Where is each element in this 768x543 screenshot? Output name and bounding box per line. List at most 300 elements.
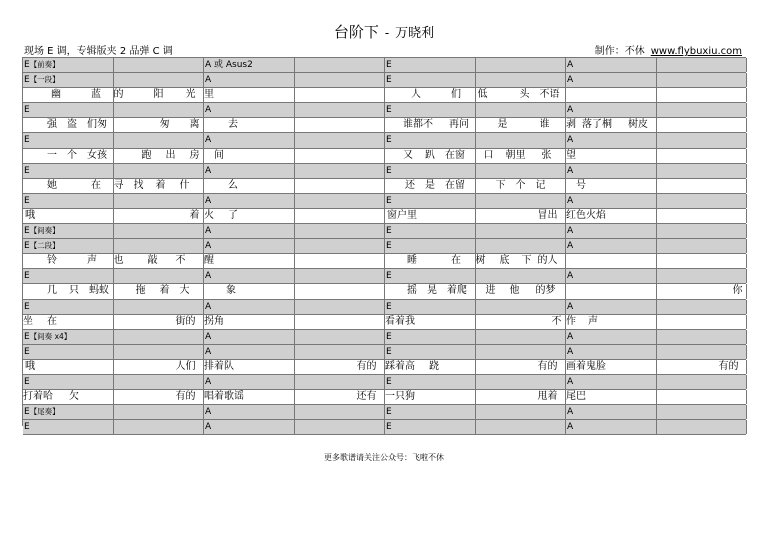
lyric-cell (476, 209, 567, 223)
lyric-text: 号 (576, 179, 586, 191)
chord-symbol: A (567, 241, 574, 252)
chord-row (23, 133, 746, 148)
chord-cell (385, 224, 476, 238)
lyric-cell (385, 315, 476, 329)
lyric-cell (295, 209, 386, 223)
lyric-cell (385, 179, 476, 193)
chord-cell (657, 269, 748, 283)
lyric-cell (476, 254, 567, 268)
chord-symbol: E (24, 271, 30, 282)
chord-cell (23, 103, 114, 117)
lyric-cell (657, 209, 748, 223)
lyric-cell (295, 88, 386, 102)
lyric-text: 冒出 (537, 209, 558, 221)
chord-cell (657, 239, 748, 253)
chord-cell (566, 73, 657, 87)
lyric-text: 是 (425, 179, 435, 191)
lyric-cell (657, 315, 748, 329)
lyric-text: 坐 (23, 315, 33, 327)
chord-cell (476, 133, 567, 147)
lyric-cell (657, 390, 748, 404)
chord-symbol: E (386, 165, 392, 176)
lyric-text: 剥 (566, 119, 576, 131)
chord-cell (23, 239, 114, 253)
chord-symbol: E (386, 331, 392, 342)
chord-cell (476, 405, 567, 419)
chord-cell (657, 73, 748, 87)
lyric-cell (566, 254, 657, 268)
chord-cell (204, 133, 295, 147)
lyric-text: 有的 (718, 360, 739, 372)
lyric-cell (566, 315, 657, 329)
lyric-text: 铃 (47, 255, 57, 267)
lyric-cell (295, 360, 386, 374)
lyric-text: 低 (477, 89, 488, 101)
lyric-text: 又 (403, 149, 413, 161)
lyric-text: 画着鬼脸 (566, 360, 606, 372)
chord-cell (566, 103, 657, 117)
website-link[interactable]: www.flybuxiu.com (650, 46, 742, 57)
chord-cell (295, 330, 386, 344)
lyric-text: 幽 (51, 89, 61, 101)
chord-cell (476, 300, 567, 314)
chord-cell (204, 420, 295, 434)
chord-cell (476, 420, 567, 434)
lyric-cell (385, 254, 476, 268)
chord-cell (657, 164, 748, 178)
chord-cell (385, 164, 476, 178)
chord-cell (114, 194, 205, 208)
lyric-cell (657, 118, 748, 132)
chord-cell (476, 58, 567, 72)
chord-cell (204, 269, 295, 283)
chord-cell (385, 375, 476, 389)
chord-row (23, 405, 746, 420)
chord-cell (295, 269, 386, 283)
lyric-text: 尾巴 (566, 391, 586, 403)
lyric-cell (476, 315, 567, 329)
lyric-cell (114, 390, 205, 404)
lyric-text: 声 (588, 315, 598, 327)
chord-cell (566, 133, 657, 147)
chord-cell (23, 405, 114, 419)
chord-symbol: E (386, 422, 392, 433)
lyric-text: 着 (189, 209, 200, 221)
chord-symbol: E (24, 60, 30, 70)
chord-row (23, 58, 746, 73)
chord-cell (23, 73, 114, 87)
lyric-text: 在 (91, 179, 101, 191)
lyric-cell (114, 254, 205, 268)
lyric-cell (657, 88, 748, 102)
lyric-cell (114, 179, 205, 193)
chord-symbol: A (567, 75, 574, 86)
chord-symbol: E (24, 422, 30, 433)
chord-cell (23, 133, 114, 147)
lyric-cell (476, 360, 567, 374)
lyric-cell (23, 360, 114, 374)
chord-cell (566, 300, 657, 314)
lyric-text: 间 (214, 149, 224, 161)
lyric-cell (23, 118, 114, 132)
chord-cell (657, 300, 748, 314)
chord-cell (566, 345, 657, 359)
chord-symbol: A (205, 346, 212, 357)
lyric-row (23, 149, 746, 164)
chord-symbol: A (205, 195, 212, 206)
chord-cell (385, 103, 476, 117)
chord-cell (23, 300, 114, 314)
lyric-cell (295, 284, 386, 298)
chord-cell (385, 73, 476, 87)
chord-row (23, 375, 746, 390)
chord-symbol: A (205, 407, 212, 418)
lyric-text: 女孩 (87, 149, 107, 161)
lyric-cell (476, 179, 567, 193)
chord-cell (657, 58, 748, 72)
chord-cell (114, 345, 205, 359)
lyric-cell (295, 254, 386, 268)
credit-text: 制作：不休 (594, 46, 645, 57)
lyric-text: 不 (175, 255, 186, 267)
chord-symbol: A (567, 60, 574, 70)
lyric-text: 树 (475, 255, 486, 267)
lyric-cell (23, 209, 114, 223)
chord-cell (476, 239, 567, 253)
chord-cell (204, 375, 295, 389)
chord-cell (566, 269, 657, 283)
lyric-row (23, 360, 746, 375)
chord-symbol: A (567, 195, 574, 206)
lyric-text: 还 (405, 179, 415, 191)
lyric-cell (385, 88, 476, 102)
chord-symbol: A (205, 226, 212, 237)
chord-cell (295, 103, 386, 117)
lyric-text: 几 (47, 285, 57, 297)
lyric-text: 有的 (537, 360, 558, 372)
lyric-text: 匆 (159, 119, 170, 131)
lyric-text: 张 (541, 149, 552, 161)
chord-symbol: E (24, 195, 30, 206)
chord-symbol: A (567, 346, 574, 357)
chord-cell (114, 224, 205, 238)
lyric-text: 底 (499, 255, 510, 267)
chord-symbol: A (205, 376, 212, 387)
lyric-text: 什 (179, 179, 190, 191)
chord-cell (114, 239, 205, 253)
lyric-text: 个 (515, 179, 526, 191)
chord-cell (566, 58, 657, 72)
chord-symbol: A (567, 226, 574, 237)
chord-cell (476, 103, 567, 117)
lyric-cell (204, 179, 295, 193)
chord-symbol: A (205, 422, 212, 433)
chord-symbol: A (205, 105, 212, 116)
lyric-cell (204, 360, 295, 374)
lyric-cell (385, 390, 476, 404)
lyric-cell (566, 118, 657, 132)
chord-row (23, 194, 746, 209)
lyric-text: 强 (47, 119, 57, 131)
lyric-text: 有的 (356, 360, 377, 372)
lyric-row (23, 209, 746, 224)
chord-cell (566, 420, 657, 434)
chord-cell (23, 58, 114, 72)
chord-cell (385, 58, 476, 72)
chord-cell (204, 224, 295, 238)
chord-row (23, 224, 746, 239)
chord-cell (23, 375, 114, 389)
chord-cell (23, 269, 114, 283)
lyric-cell (476, 149, 567, 163)
lyric-cell (204, 254, 295, 268)
chord-cell (385, 345, 476, 359)
lyric-cell (114, 118, 205, 132)
chord-cell (295, 405, 386, 419)
lyric-text: 甩着 (537, 391, 558, 403)
chord-cell (657, 330, 748, 344)
chord-row (23, 103, 746, 118)
lyric-cell (566, 88, 657, 102)
lyric-text: 去 (228, 119, 238, 131)
lyric-text: 不 (551, 315, 562, 327)
lyric-cell (204, 209, 295, 223)
lyric-text: 欠 (69, 391, 79, 403)
chord-cell (566, 375, 657, 389)
lyric-text: 有的 (175, 391, 196, 403)
chord-symbol: E (386, 407, 392, 418)
chord-cell (204, 405, 295, 419)
lyric-cell (295, 390, 386, 404)
lyric-cell (295, 179, 386, 193)
chord-symbol: E (386, 271, 392, 282)
section-label: 【一段】 (29, 75, 60, 85)
chord-cell (114, 420, 205, 434)
lyric-cell (385, 360, 476, 374)
chord-symbol: E (386, 60, 392, 70)
lyric-cell (657, 284, 748, 298)
lyric-cell (385, 149, 476, 163)
lyric-row (23, 284, 746, 299)
chord-cell (204, 194, 295, 208)
chord-symbol: A (205, 165, 212, 176)
chord-cell (295, 420, 386, 434)
chord-symbol: E (24, 226, 30, 237)
lyric-text: 谁都不 (403, 119, 433, 131)
lyric-cell (204, 118, 295, 132)
lyric-text: 你 (732, 285, 743, 297)
lyric-row (23, 179, 746, 194)
chord-symbol: A (567, 407, 574, 418)
lyric-text: 跷 (429, 360, 439, 372)
chord-cell (23, 330, 114, 344)
lyric-text: 光 (185, 89, 196, 101)
lyric-text: 看着我 (385, 315, 415, 327)
chord-cell (385, 420, 476, 434)
lyric-text: 进 (485, 285, 496, 297)
lyric-cell (476, 118, 567, 132)
chord-cell (476, 345, 567, 359)
section-label: 【二段】 (29, 241, 60, 251)
lyric-cell (204, 88, 295, 102)
chord-symbol: A (205, 271, 212, 282)
lyric-cell (657, 149, 748, 163)
lyric-text: 在 (451, 255, 461, 267)
lyric-text: 一只狗 (385, 391, 415, 403)
chord-cell (295, 239, 386, 253)
lyric-text: 寻 (113, 179, 124, 191)
chord-cell (204, 345, 295, 359)
section-label: 【间奏】 (29, 226, 60, 236)
chord-symbol: E (386, 135, 392, 146)
lyric-text: 房 (189, 149, 200, 161)
chord-cell (114, 269, 205, 283)
chord-cell (476, 164, 567, 178)
chord-cell (566, 194, 657, 208)
chord-symbol: A (567, 301, 574, 312)
lyric-cell (204, 390, 295, 404)
lyric-text: 谁 (539, 119, 550, 131)
chord-symbol: E (386, 75, 392, 86)
chord-cell (295, 375, 386, 389)
chord-cell (114, 330, 205, 344)
lyric-cell (476, 284, 567, 298)
chord-symbol: A (567, 271, 574, 282)
lyric-cell (566, 284, 657, 298)
lyric-cell (476, 88, 567, 102)
chord-cell (476, 375, 567, 389)
chord-cell (204, 103, 295, 117)
chord-cell (476, 194, 567, 208)
chord-symbol: E (386, 226, 392, 237)
lyric-text: 在留 (445, 179, 465, 191)
lyric-cell (23, 88, 114, 102)
chord-cell (204, 58, 295, 72)
chord-symbol: E (24, 376, 30, 387)
chord-cell (23, 224, 114, 238)
lyric-cell (385, 118, 476, 132)
chord-symbol: A (205, 135, 212, 146)
lyric-text: 们匆 (87, 119, 107, 131)
chord-cell (204, 73, 295, 87)
chord-symbol: E (386, 241, 392, 252)
chord-symbol: A 或 Asus2 (205, 60, 253, 70)
chord-symbol: E (386, 195, 392, 206)
lyric-text: 找 (133, 179, 144, 191)
lyric-text: 只 (69, 285, 79, 297)
chord-cell (114, 375, 205, 389)
lyric-text: 朝里 (505, 149, 526, 161)
lyric-text: 们 (451, 89, 461, 101)
lyric-text: 头 (519, 89, 530, 101)
chord-row (23, 300, 746, 315)
lyric-text: 在窗 (445, 149, 465, 161)
chord-symbol: A (205, 331, 212, 342)
chord-cell (295, 73, 386, 87)
lyric-text: 她 (47, 179, 57, 191)
chord-row (23, 420, 746, 435)
lyric-row (23, 118, 746, 133)
title-separator: - (384, 26, 390, 40)
lyric-text: 在 (47, 315, 57, 327)
chord-cell (204, 164, 295, 178)
chord-row (23, 345, 746, 360)
chord-cell (23, 194, 114, 208)
lyric-text: 哦 (25, 209, 35, 221)
lyric-text: 着 (155, 179, 166, 191)
lyric-text: 象 (226, 285, 236, 297)
chord-symbol: A (567, 165, 574, 176)
chord-symbol: A (567, 135, 574, 146)
song-header (0, 21, 768, 42)
lyric-text: 窗户里 (387, 209, 417, 221)
lyric-text: 再问 (449, 119, 469, 131)
lyric-cell (566, 179, 657, 193)
lyric-text: 了 (228, 209, 238, 221)
lyric-cell (657, 179, 748, 193)
chord-cell (657, 133, 748, 147)
chord-symbol: A (567, 105, 574, 116)
chord-symbol: E (24, 331, 30, 342)
chord-cell (657, 420, 748, 434)
chord-cell (476, 224, 567, 238)
chord-row (23, 239, 746, 254)
lyric-text: 摇 (407, 285, 417, 297)
lyric-cell (23, 149, 114, 163)
lyric-text: 的梦 (535, 285, 556, 297)
lyric-row (23, 390, 746, 405)
lyric-text: 大 (179, 285, 190, 297)
section-label: 【间奏 x4】 (29, 331, 72, 341)
lyric-text: 红色火焰 (566, 209, 606, 221)
lyric-text: 离 (189, 119, 200, 131)
section-label: 【尾奏】 (29, 407, 60, 417)
chord-symbol: A (205, 75, 212, 86)
chord-cell (385, 269, 476, 283)
chord-cell (476, 330, 567, 344)
chord-cell (385, 133, 476, 147)
lyric-text: 口 (483, 149, 494, 161)
chord-cell (657, 345, 748, 359)
lyric-cell (566, 390, 657, 404)
lyric-cell (476, 390, 567, 404)
section-label: 【前奏】 (29, 60, 60, 69)
lyric-cell (295, 118, 386, 132)
lyric-text: 树皮 (628, 119, 648, 131)
lyric-cell (23, 315, 114, 329)
chord-cell (114, 58, 205, 72)
lyric-text: 下 (495, 179, 506, 191)
chord-cell (566, 164, 657, 178)
chord-symbol: E (24, 301, 30, 312)
chord-cell (114, 405, 205, 419)
chord-row (23, 330, 746, 345)
lyric-cell (566, 149, 657, 163)
chord-sheet (22, 57, 746, 433)
lyric-text: 人们 (175, 360, 196, 372)
lyric-text: 出 (165, 149, 176, 161)
lyric-text: 踩着高 (385, 360, 415, 372)
chord-symbol: E (386, 301, 392, 312)
chord-cell (204, 239, 295, 253)
lyric-text: 蓝 (91, 89, 101, 101)
lyric-cell (295, 149, 386, 163)
lyric-text: 醒 (204, 255, 214, 267)
artist-name: 万晓利 (395, 26, 435, 41)
lyric-text: 落了桐 (582, 119, 612, 131)
chord-cell (657, 224, 748, 238)
lyric-text: 一 (47, 149, 57, 161)
